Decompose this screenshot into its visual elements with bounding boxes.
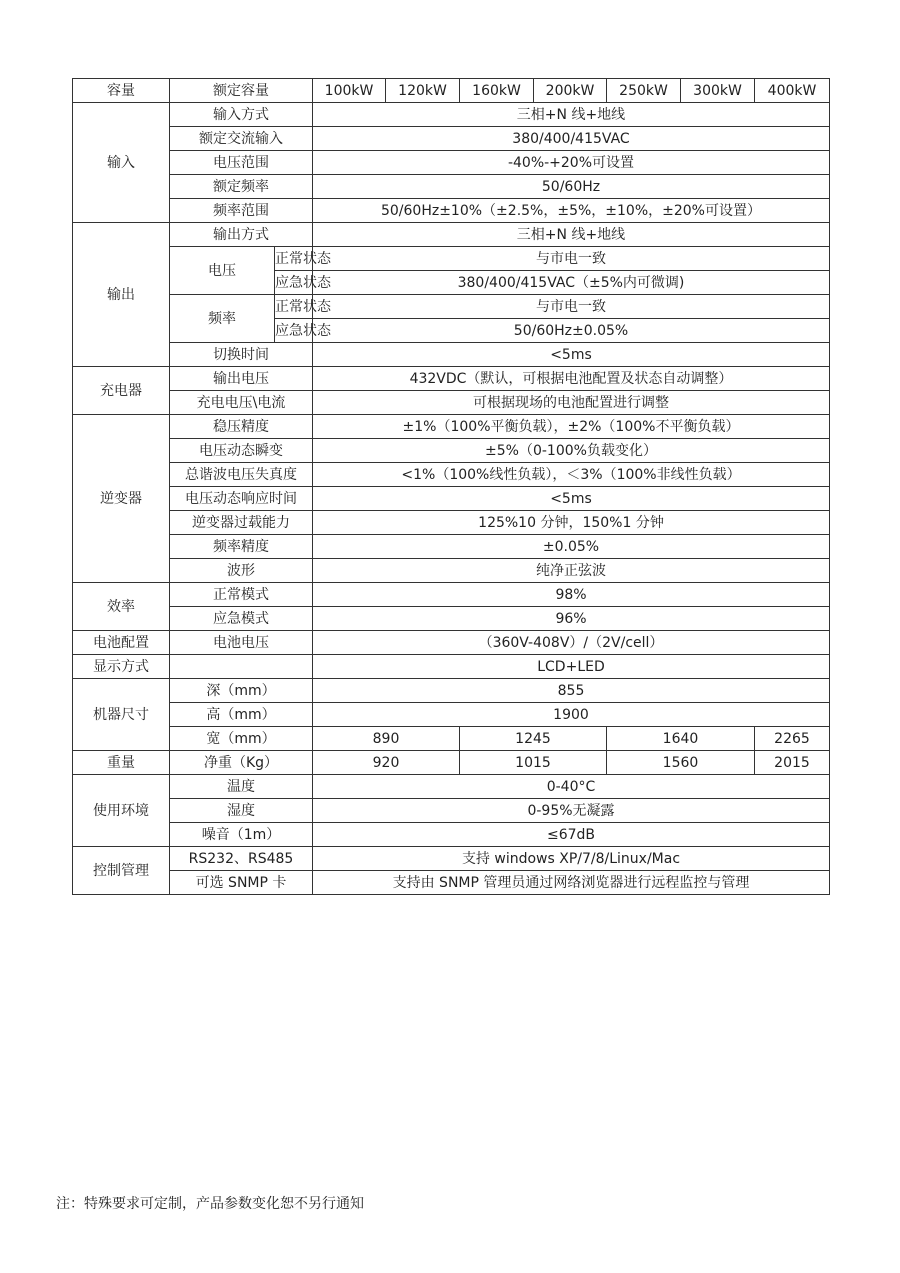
table-row xyxy=(73,415,830,439)
row-label: 电压范围 xyxy=(170,151,313,175)
table-row xyxy=(73,847,830,871)
row-label: 正常模式 xyxy=(170,583,313,607)
model-400: 400kW xyxy=(755,79,830,103)
row-value: 125%10 分钟，150%1 分钟 xyxy=(313,511,830,535)
table-row xyxy=(73,439,830,463)
state-emergency-label xyxy=(275,271,331,295)
table-row xyxy=(73,295,830,319)
model-100: 100kW xyxy=(313,79,386,103)
category-inverter: 逆变器 xyxy=(73,415,170,583)
table-row xyxy=(73,679,830,703)
weight-value-2: 1015 xyxy=(460,751,607,775)
table-row xyxy=(73,799,830,823)
table-row xyxy=(73,823,830,847)
row-label: 宽（mm） xyxy=(170,727,313,751)
table-row xyxy=(73,199,830,223)
row-label: 应急模式 xyxy=(170,607,313,631)
row-label: 稳压精度 xyxy=(170,415,313,439)
row-label: 逆变器过载能力 xyxy=(170,511,313,535)
category-battery: 电池配置 xyxy=(73,631,170,655)
row-value: 0-40°C xyxy=(313,775,830,799)
footnote: 注：特殊要求可定制，产品参数变化恕不另行通知 xyxy=(56,1196,364,1212)
frequency-emergency-value: 50/60Hz±0.05% xyxy=(313,319,830,343)
state-normal-label xyxy=(275,247,331,271)
row-label: 可选 SNMP 卡 xyxy=(170,871,313,895)
row-label: 额定交流输入 xyxy=(170,127,313,151)
state-normal-label xyxy=(275,295,331,319)
weight-value-4: 2015 xyxy=(755,751,830,775)
output-voltage-label: 电压 xyxy=(170,247,275,295)
state-emergency-text: 应急状态 xyxy=(275,274,331,291)
weight-value-1: 920 xyxy=(313,751,460,775)
table-row xyxy=(73,247,830,271)
row-value: 可根据现场的电池配置进行调整 xyxy=(313,391,830,415)
table-row xyxy=(73,559,830,583)
category-display: 显示方式 xyxy=(73,655,170,679)
state-emergency-label xyxy=(275,319,331,343)
spec-table xyxy=(72,78,830,895)
table-row xyxy=(73,655,830,679)
category-capacity: 容量 xyxy=(73,79,170,103)
table-row xyxy=(73,127,830,151)
voltage-normal-value: 与市电一致 xyxy=(313,247,830,271)
category-output: 输出 xyxy=(73,223,170,367)
table-row xyxy=(73,367,830,391)
category-environment: 使用环境 xyxy=(73,775,170,847)
category-efficiency: 效率 xyxy=(73,583,170,631)
table-row xyxy=(73,175,830,199)
row-label-empty xyxy=(170,655,313,679)
state-normal-text: 正常状态 xyxy=(275,250,331,267)
row-value: ±1%（100%平衡负载），±2%（100%不平衡负载） xyxy=(313,415,830,439)
row-value: 纯净正弦波 xyxy=(313,559,830,583)
row-value: 1900 xyxy=(313,703,830,727)
table-row xyxy=(73,223,830,247)
output-frequency-label: 频率 xyxy=(170,295,275,343)
row-value: 0-95%无凝露 xyxy=(313,799,830,823)
row-label: 高（mm） xyxy=(170,703,313,727)
row-value: 98% xyxy=(313,583,830,607)
table-row xyxy=(73,727,830,751)
table-row xyxy=(73,583,830,607)
row-value: 96% xyxy=(313,607,830,631)
table-row xyxy=(73,463,830,487)
table-row xyxy=(73,775,830,799)
table-row xyxy=(73,103,830,127)
row-value: 50/60Hz±10%（±2.5%，±5%，±10%，±20%可设置） xyxy=(313,199,830,223)
row-value: （360V-408V）/（2V/cell） xyxy=(313,631,830,655)
row-label: RS232、RS485 xyxy=(170,847,313,871)
row-label: 输入方式 xyxy=(170,103,313,127)
state-emergency-text: 应急状态 xyxy=(275,322,331,339)
row-label: 电压动态瞬变 xyxy=(170,439,313,463)
row-value: <5ms xyxy=(313,343,830,367)
category-control: 控制管理 xyxy=(73,847,170,895)
model-300: 300kW xyxy=(681,79,755,103)
label-rated-capacity: 额定容量 xyxy=(170,79,313,103)
width-value-1: 890 xyxy=(313,727,460,751)
row-value: 432VDC（默认，可根据电池配置及状态自动调整） xyxy=(313,367,830,391)
model-120: 120kW xyxy=(386,79,460,103)
row-label: 输出电压 xyxy=(170,367,313,391)
row-value: 支持 windows XP/7/8/Linux/Mac xyxy=(313,847,830,871)
table-row xyxy=(73,631,830,655)
table-row xyxy=(73,871,830,895)
row-value: ±0.05% xyxy=(313,535,830,559)
table-row xyxy=(73,607,830,631)
table-row xyxy=(73,511,830,535)
category-input: 输入 xyxy=(73,103,170,223)
row-label: 电压动态响应时间 xyxy=(170,487,313,511)
frequency-normal-value: 与市电一致 xyxy=(313,295,830,319)
row-value: <5ms xyxy=(313,487,830,511)
state-normal-text: 正常状态 xyxy=(275,298,331,315)
row-label: 噪音（1m） xyxy=(170,823,313,847)
row-label: 额定频率 xyxy=(170,175,313,199)
row-value: 855 xyxy=(313,679,830,703)
model-200: 200kW xyxy=(534,79,607,103)
table-row xyxy=(73,151,830,175)
table-row xyxy=(73,703,830,727)
table-row xyxy=(73,391,830,415)
weight-value-3: 1560 xyxy=(607,751,755,775)
row-label: 输出方式 xyxy=(170,223,313,247)
voltage-emergency-value: 380/400/415VAC（±5%内可微调) xyxy=(313,271,830,295)
row-label: 频率范围 xyxy=(170,199,313,223)
table-row xyxy=(73,751,830,775)
row-label: 温度 xyxy=(170,775,313,799)
row-value: 支持由 SNMP 管理员通过网络浏览器进行远程监控与管理 xyxy=(313,871,830,895)
row-label: 深（mm） xyxy=(170,679,313,703)
table-row xyxy=(73,487,830,511)
width-value-3: 1640 xyxy=(607,727,755,751)
row-value: 三相+N 线+地线 xyxy=(313,223,830,247)
row-value: 50/60Hz xyxy=(313,175,830,199)
category-charger: 充电器 xyxy=(73,367,170,415)
width-value-4: 2265 xyxy=(755,727,830,751)
row-value: <1%（100%线性负载），＜3%（100%非线性负载） xyxy=(313,463,830,487)
row-value: 三相+N 线+地线 xyxy=(313,103,830,127)
row-value: 380/400/415VAC xyxy=(313,127,830,151)
row-label: 总谐波电压失真度 xyxy=(170,463,313,487)
table-row xyxy=(73,343,830,367)
category-dimensions: 机器尺寸 xyxy=(73,679,170,751)
row-label: 净重（Kg） xyxy=(170,751,313,775)
capacity-row xyxy=(73,79,830,103)
row-label: 湿度 xyxy=(170,799,313,823)
model-160: 160kW xyxy=(460,79,534,103)
row-label: 波形 xyxy=(170,559,313,583)
row-value: LCD+LED xyxy=(313,655,830,679)
model-250: 250kW xyxy=(607,79,681,103)
row-value: ≤67dB xyxy=(313,823,830,847)
row-value: ±5%（0-100%负载变化） xyxy=(313,439,830,463)
row-label: 电池电压 xyxy=(170,631,313,655)
row-label: 切换时间 xyxy=(170,343,313,367)
width-value-2: 1245 xyxy=(460,727,607,751)
table-row xyxy=(73,535,830,559)
category-weight: 重量 xyxy=(73,751,170,775)
row-value: -40%-+20%可设置 xyxy=(313,151,830,175)
row-label: 充电电压\电流 xyxy=(170,391,313,415)
row-label: 频率精度 xyxy=(170,535,313,559)
